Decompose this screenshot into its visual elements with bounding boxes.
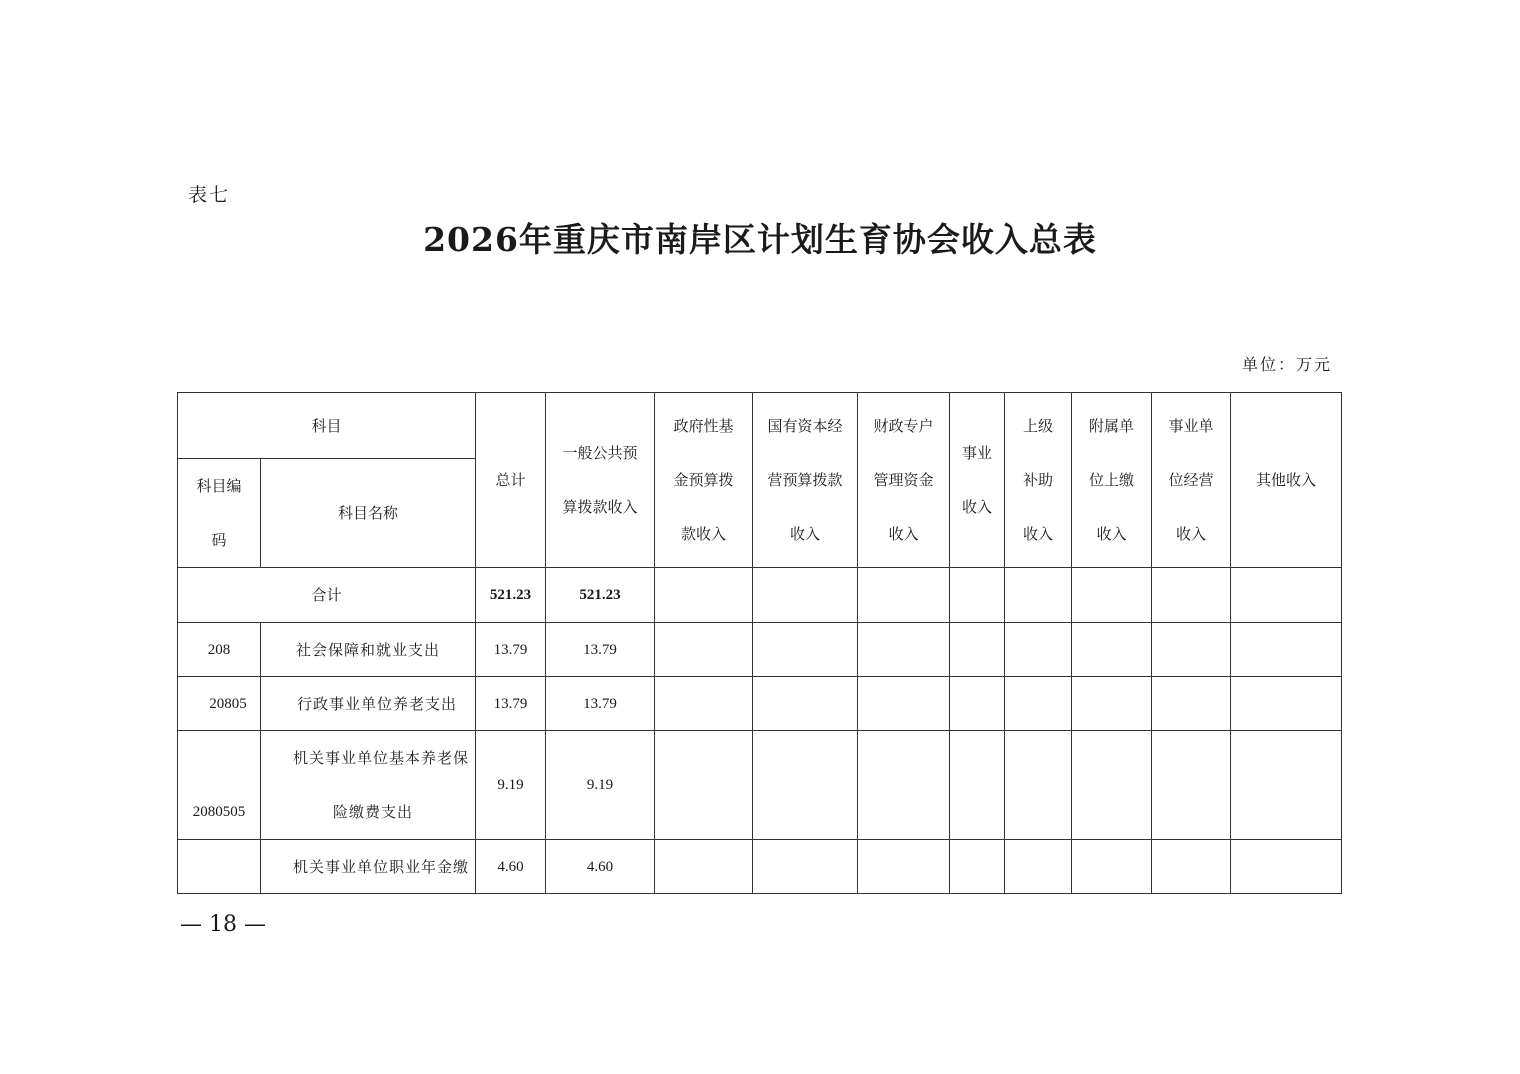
- total-value: 13.79: [476, 677, 546, 731]
- empty-cell: [858, 677, 950, 731]
- header-line: 收入: [1096, 525, 1127, 543]
- total-value: 9.19: [476, 731, 546, 840]
- subject-code: 208: [178, 623, 261, 677]
- header-line: 收入: [1023, 525, 1054, 543]
- empty-cell: [858, 623, 950, 677]
- header-line: 收入: [888, 525, 919, 543]
- header-subject-name: 科目名称: [261, 459, 476, 568]
- empty-cell: [1231, 840, 1342, 894]
- empty-cell: [1152, 568, 1231, 623]
- header-subject: 科目: [178, 393, 476, 459]
- header-other: 其他收入: [1231, 393, 1342, 568]
- empty-cell: [1005, 731, 1072, 840]
- empty-cell: [1072, 840, 1152, 894]
- empty-cell: [655, 623, 753, 677]
- header-line: 一般公共预: [562, 444, 638, 462]
- header-line: 收入: [790, 525, 821, 543]
- header-line: 补助: [1023, 471, 1054, 489]
- header-line: 事业单: [1168, 417, 1214, 435]
- empty-cell: [753, 677, 858, 731]
- header-total: 总计: [476, 393, 546, 568]
- header-line: 款收入: [681, 525, 727, 543]
- subject-name: 机关事业单位职业年金缴: [261, 840, 476, 894]
- empty-cell: [655, 677, 753, 731]
- header-line: 算拨款收入: [562, 498, 638, 516]
- empty-cell: [655, 731, 753, 840]
- header-line: 码: [211, 531, 227, 549]
- empty-cell: [1152, 677, 1231, 731]
- empty-cell: [1072, 677, 1152, 731]
- table-row: [178, 623, 1342, 677]
- total-label: 合计: [178, 568, 476, 623]
- subject-name: [261, 731, 476, 840]
- general-budget-value: 13.79: [546, 623, 655, 677]
- header-business: [950, 393, 1005, 568]
- empty-cell: [753, 840, 858, 894]
- empty-cell: [655, 840, 753, 894]
- empty-cell: [1005, 677, 1072, 731]
- header-gov-fund: [655, 393, 753, 568]
- empty-cell: [655, 568, 753, 623]
- page-number: — 18 —: [180, 912, 266, 937]
- subject-name-line: 机关事业单位基本养老保: [293, 749, 470, 767]
- empty-cell: [753, 568, 858, 623]
- empty-cell: [950, 840, 1005, 894]
- general-budget-value: 4.60: [546, 840, 655, 894]
- empty-cell: [1005, 568, 1072, 623]
- header-line: 金预算拨: [673, 471, 734, 489]
- header-business-operation: [1152, 393, 1231, 568]
- header-line: 收入: [1176, 525, 1207, 543]
- header-line: 政府性基: [673, 417, 734, 435]
- document-title: 2026年重庆市南岸区计划生育协会收入总表: [423, 220, 1097, 259]
- empty-cell: [950, 731, 1005, 840]
- header-subject-code: [178, 459, 261, 568]
- header-line: 管理资金: [873, 471, 934, 489]
- total-value: 521.23: [476, 568, 546, 623]
- header-line: 国有资本经: [767, 417, 843, 435]
- header-line: 事业: [962, 444, 993, 462]
- header-fiscal-special: [858, 393, 950, 568]
- empty-cell: [1072, 623, 1152, 677]
- subject-code: [178, 840, 261, 894]
- general-budget-value: 521.23: [546, 568, 655, 623]
- empty-cell: [753, 623, 858, 677]
- general-budget-value: 9.19: [546, 731, 655, 840]
- header-line: 收入: [962, 498, 993, 516]
- table-row: [178, 840, 1342, 894]
- header-general-budget: [546, 393, 655, 568]
- header-line: 位经营: [1168, 471, 1214, 489]
- header-line: 科目编: [196, 477, 242, 495]
- table-row: [178, 731, 1342, 840]
- empty-cell: [1005, 623, 1072, 677]
- total-value: 4.60: [476, 840, 546, 894]
- empty-cell: [858, 568, 950, 623]
- total-row: [178, 568, 1342, 623]
- empty-cell: [858, 731, 950, 840]
- table-row: [178, 677, 1342, 731]
- header-superior-subsidy: [1005, 393, 1072, 568]
- total-value: 13.79: [476, 623, 546, 677]
- empty-cell: [1072, 731, 1152, 840]
- empty-cell: [1152, 623, 1231, 677]
- empty-cell: [950, 568, 1005, 623]
- empty-cell: [1231, 568, 1342, 623]
- empty-cell: [1231, 623, 1342, 677]
- empty-cell: [1231, 731, 1342, 840]
- unit-label: 单位：万元: [1242, 355, 1333, 374]
- subject-code: 2080505: [178, 731, 261, 840]
- subject-name: 社会保障和就业支出: [261, 623, 476, 677]
- empty-cell: [1072, 568, 1152, 623]
- empty-cell: [1231, 677, 1342, 731]
- subject-code: 20805: [178, 677, 261, 731]
- header-line: 财政专户: [873, 417, 934, 435]
- subject-name: 行政事业单位养老支出: [261, 677, 476, 731]
- header-state-capital: [753, 393, 858, 568]
- header-line: 位上缴: [1089, 471, 1135, 489]
- empty-cell: [1152, 731, 1231, 840]
- header-line: 营预算拨款: [767, 471, 843, 489]
- general-budget-value: 13.79: [546, 677, 655, 731]
- empty-cell: [858, 840, 950, 894]
- empty-cell: [950, 677, 1005, 731]
- table-label: 表七: [188, 184, 231, 206]
- empty-cell: [1152, 840, 1231, 894]
- empty-cell: [950, 623, 1005, 677]
- empty-cell: [1005, 840, 1072, 894]
- income-summary-table: [177, 392, 1342, 894]
- header-line: 附属单: [1089, 417, 1135, 435]
- subject-name-line: 险缴费支出: [333, 803, 414, 821]
- empty-cell: [753, 731, 858, 840]
- header-line: 上级: [1023, 417, 1054, 435]
- header-affiliated: [1072, 393, 1152, 568]
